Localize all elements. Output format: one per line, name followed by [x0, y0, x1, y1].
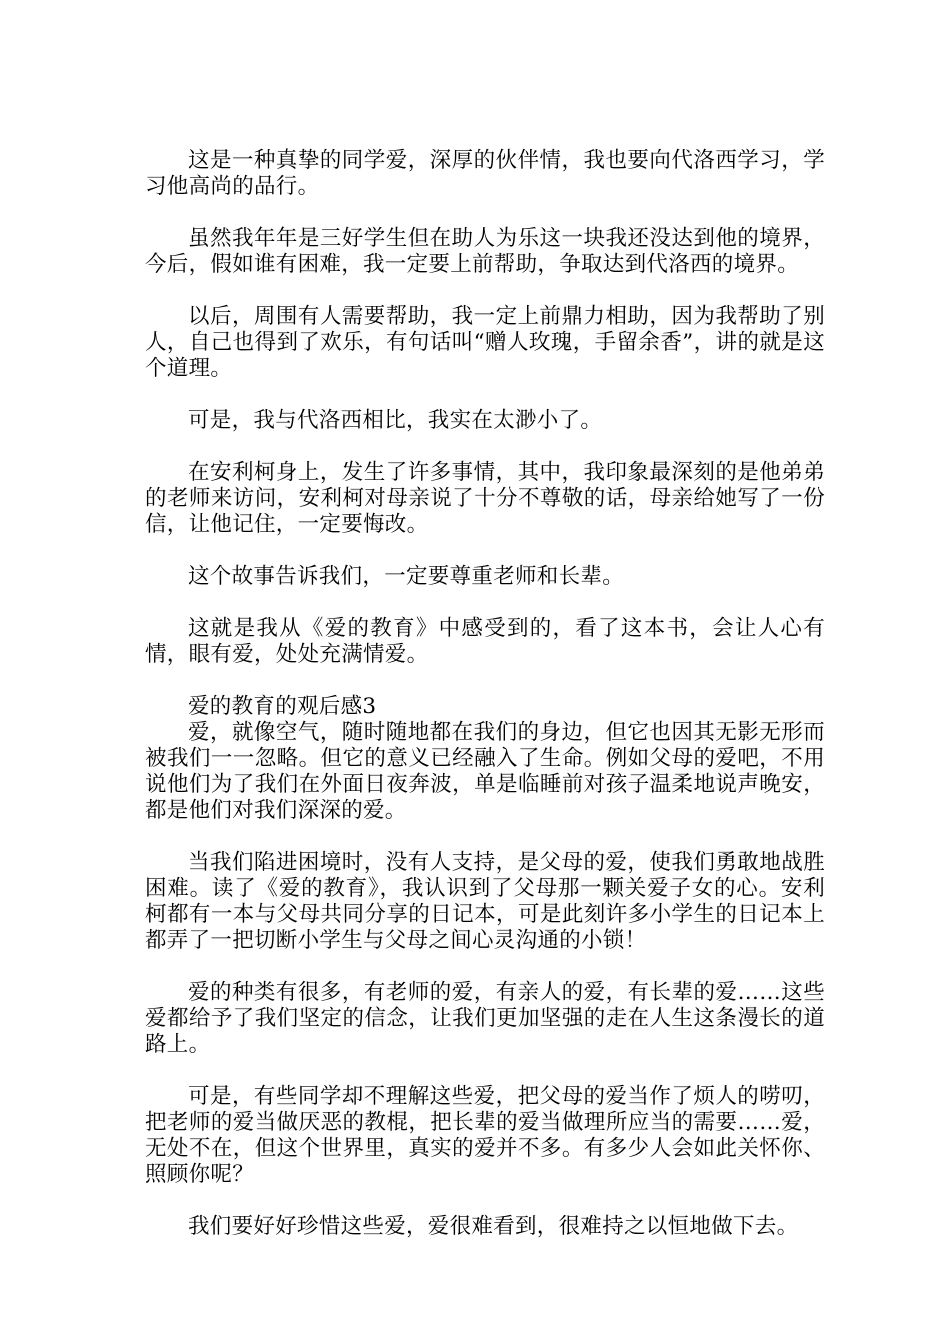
- document-body: [145, 148, 825, 1240]
- paragraph: 以后，周围有人需要帮助，我一定上前鼎力相助，因为我帮助了别人，自己也得到了欢乐，有句话叫“赠人玫瑰，手留余香”，讲的就是这个道理。: [145, 304, 825, 381]
- paragraph: 爱，就像空气，随时随地都在我们的身边，但它也因其无影无形而被我们一一忽略。但它的意义已经融入了生命。例如父母的爱吧，不用说他们为了我们在外面日夜奔波，单是临睡前对孩子温柔地说声晚安，都是他们对我们深深的爱。: [145, 720, 825, 823]
- paragraph: 虽然我年年是三好学生但在助人为乐这一块我还没达到他的境界，今后，假如谁有困难，我一定要上前帮助，争取达到代洛西的境界。: [145, 226, 825, 277]
- paragraph: 我们要好好珍惜这些爱，爱很难看到，很难持之以恒地做下去。: [188, 1214, 799, 1239]
- paragraph: 这是一种真挚的同学爱，深厚的伙伴情，我也要向代洛西学习，学习他高尚的品行。: [145, 148, 825, 199]
- paragraph: 在安利柯身上，发生了许多事情，其中，我印象最深刻的是他弟弟的老师来访问，安利柯对母亲说了十分不尊敬的话，母亲给她写了一份信，让他记住，一定要悔改。: [145, 460, 825, 537]
- paragraph: 这就是我从《爱的教育》中感受到的，看了这本书，会让人心有情，眼有爱，处处充满情爱。: [145, 616, 825, 667]
- paragraph: 当我们陷进困境时，没有人支持，是父母的爱，使我们勇敢地战胜困难。读了《爱的教育》，我认识到了父母那一颗关爱子女的心。安利柯都有一本与父母共同分享的日记本，可是此刻许多小学生的日记本上都弄了一把切断小学生与父母之间心灵沟通的小锁！: [145, 850, 825, 953]
- paragraph: 这个故事告诉我们，一定要尊重老师和长辈。: [188, 564, 625, 589]
- paragraph: 可是，有些同学却不理解这些爱，把父母的爱当作了烦人的唠叨，把老师的爱当做厌恶的教棍，把长辈的爱当做理所应当的需要……爱，无处不在，但这个世界里，真实的爱并不多。有多少人会如此关怀你、照顾你呢？: [145, 1084, 825, 1187]
- section-heading: 爱的教育的观后感3: [188, 694, 377, 719]
- paragraph: 爱的种类有很多，有老师的爱，有亲人的爱，有长辈的爱……这些爱都给予了我们坚定的信念，让我们更加坚强的走在人生这条漫长的道路上。: [145, 980, 825, 1057]
- paragraph: 可是，我与代洛西相比，我实在太渺小了。: [188, 408, 603, 433]
